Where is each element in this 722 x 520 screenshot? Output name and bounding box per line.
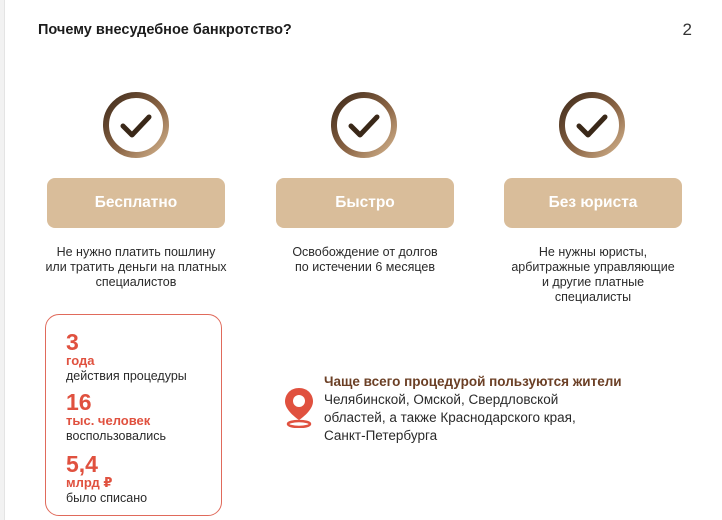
stat-amount xyxy=(66,453,147,506)
stat-caption: действия процедуры xyxy=(66,369,187,383)
stat-value: 16 xyxy=(66,389,92,415)
page-number: 2 xyxy=(682,20,692,39)
stat-years xyxy=(66,331,187,384)
page-edge xyxy=(0,0,5,520)
stat-unit: тыс. человек xyxy=(66,413,151,428)
benefit-description-free: Не нужно платить пошлину или тратить деньги на платных специалистов xyxy=(45,245,227,289)
benefit-label-no-lawyer: Без юриста xyxy=(504,178,682,228)
stat-caption: было списано xyxy=(66,491,148,505)
check-circle-icon xyxy=(101,90,171,160)
page-title: Почему внесудебное банкротство? xyxy=(38,22,292,38)
location-heading: Чаще всего процедурой пользуются жители xyxy=(324,374,622,389)
benefit-description-no-lawyer: Не нужны юристы, арбитражные управляющие и другие платные специалисты xyxy=(511,245,675,304)
stat-unit: млрд ₽ xyxy=(66,475,113,490)
map-pin-icon xyxy=(282,386,316,428)
check-circle-icon xyxy=(557,90,627,160)
stat-people xyxy=(66,391,166,444)
stat-value: 3 xyxy=(66,329,79,355)
location-block xyxy=(324,373,704,445)
stat-unit: года xyxy=(66,353,95,368)
location-line: областей, а также Краснодарского края, xyxy=(324,410,576,425)
location-line: Челябинской, Омской, Свердловской xyxy=(324,392,559,407)
location-line: Санкт-Петербурга xyxy=(324,428,438,443)
benefit-label-free: Бесплатно xyxy=(47,178,225,228)
benefit-label-fast: Быстро xyxy=(276,178,454,228)
stats-box xyxy=(45,314,222,516)
stat-caption: воспользовались xyxy=(66,429,166,443)
check-circle-icon xyxy=(329,90,399,160)
stat-value: 5,4 xyxy=(66,451,98,477)
benefit-description-fast: Освобождение от долгов по истечении 6 месяцев xyxy=(292,245,438,274)
